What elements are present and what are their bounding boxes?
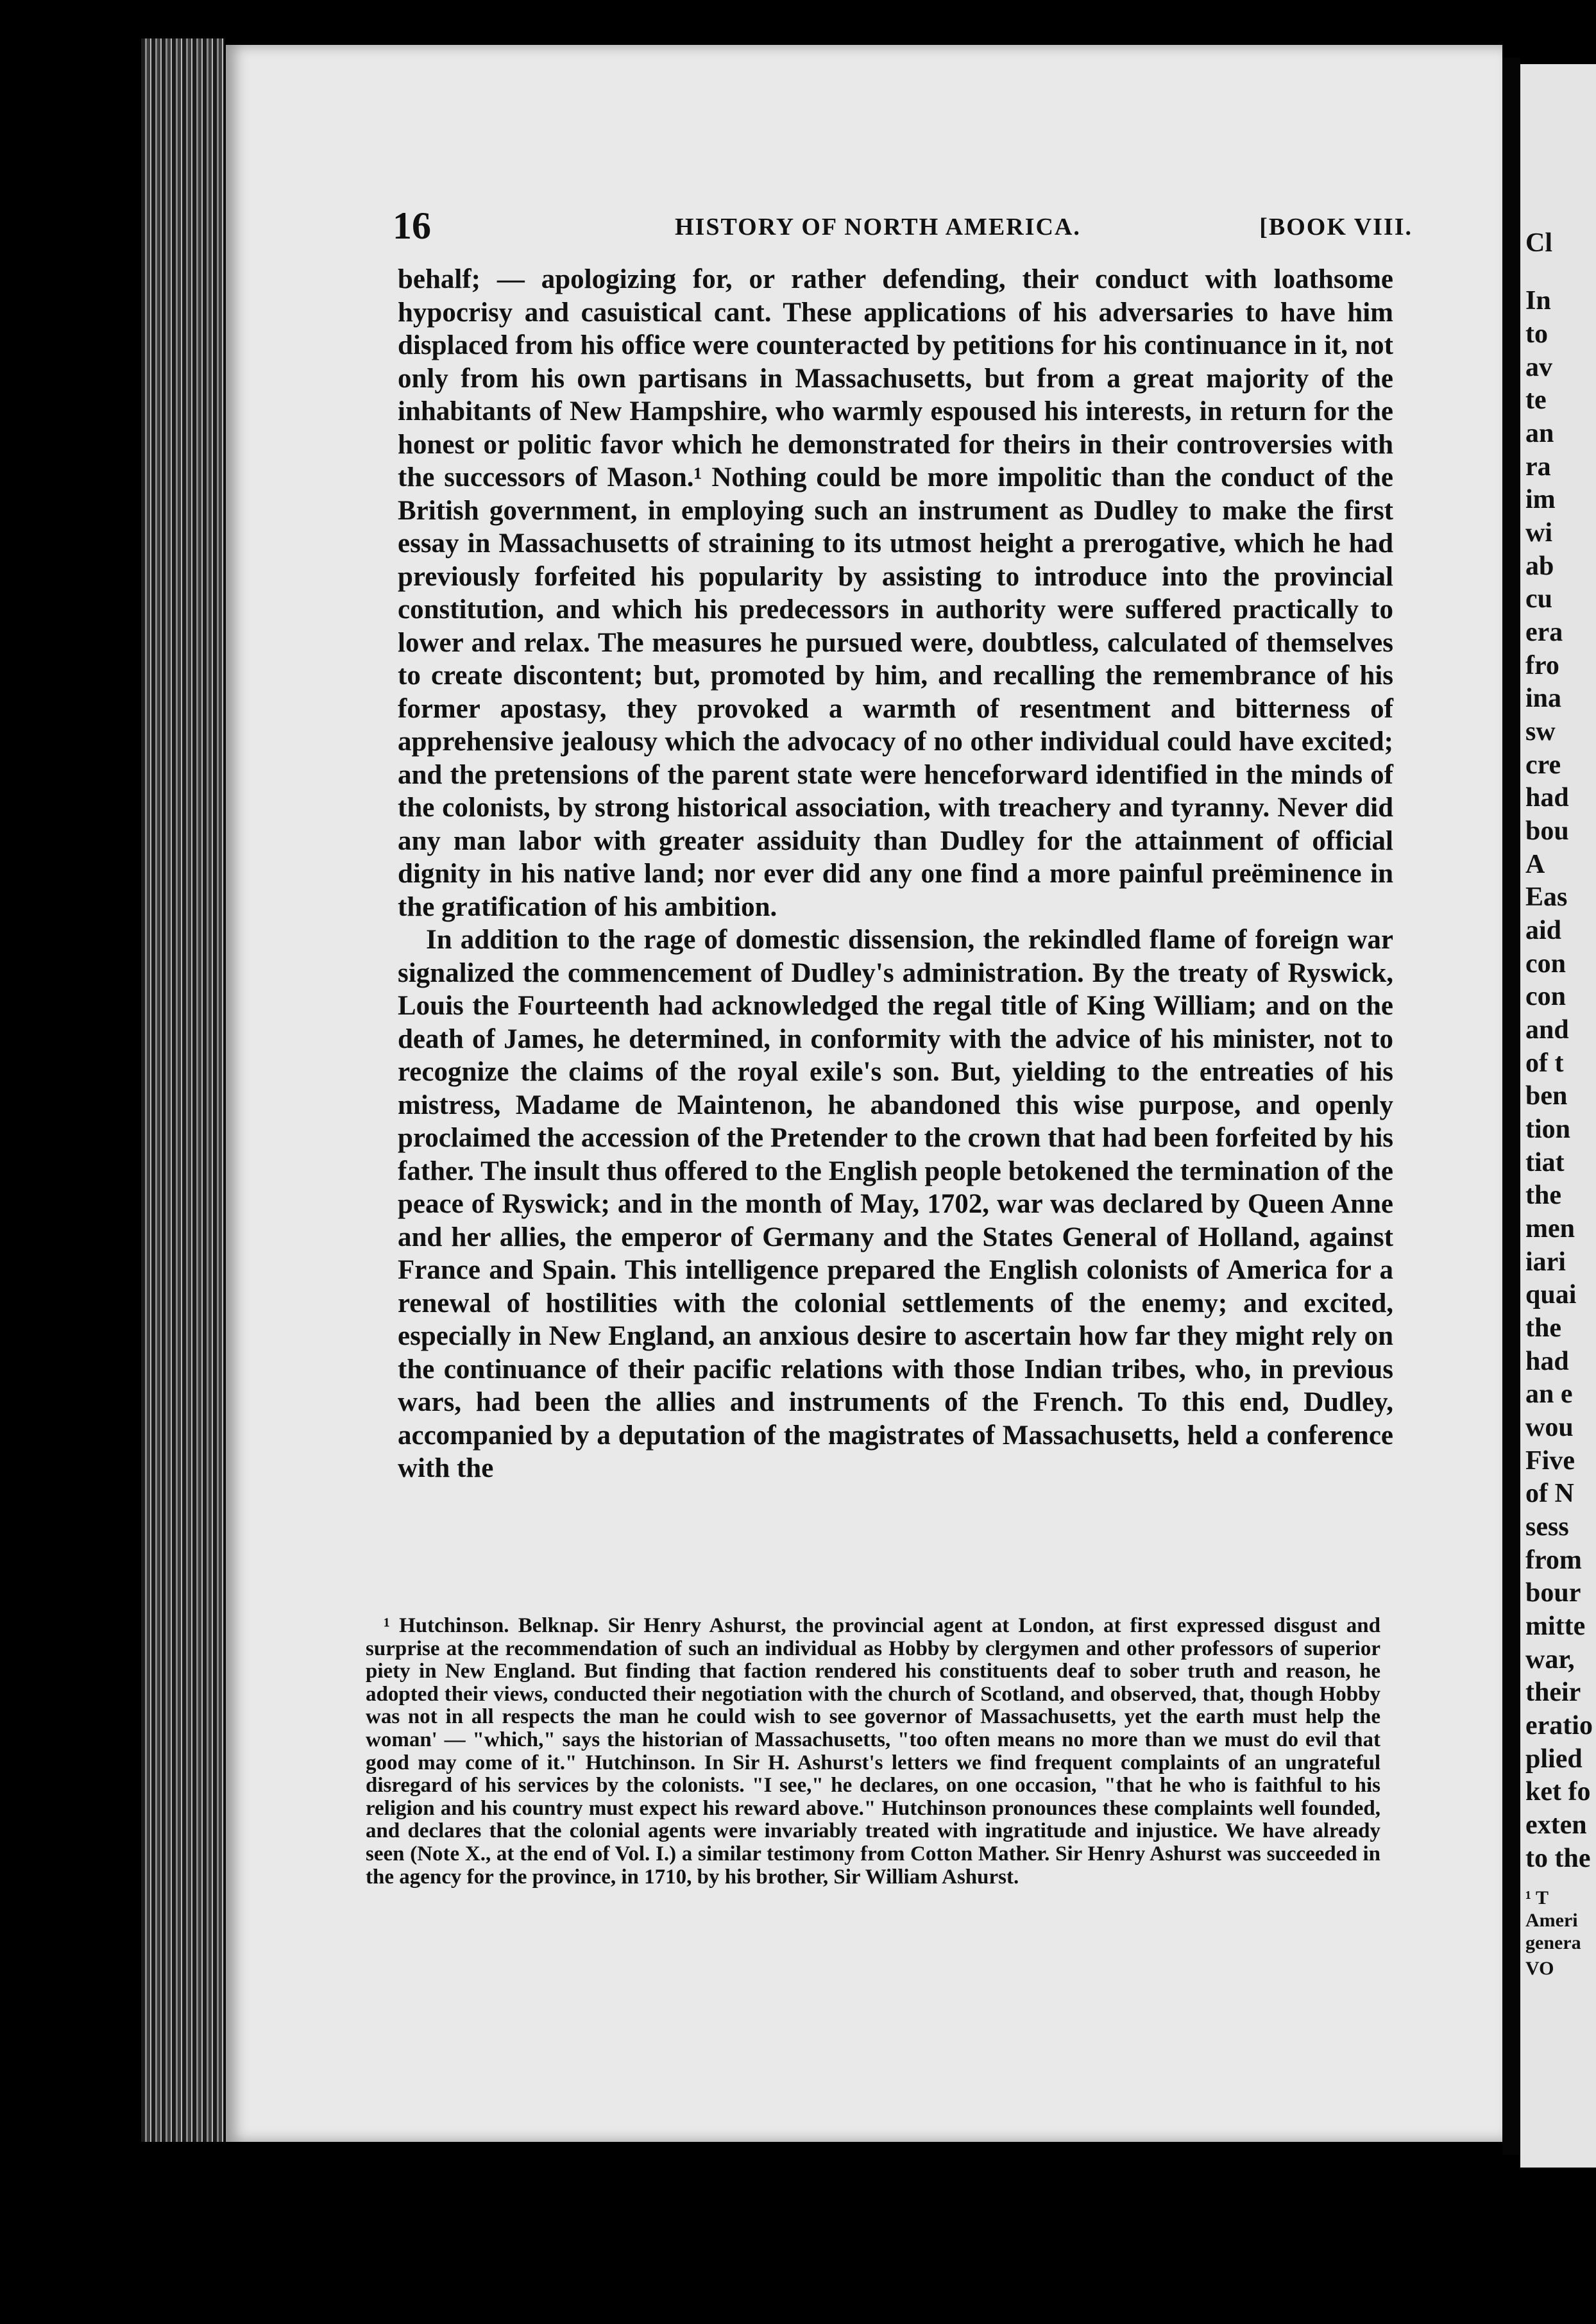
- paragraph: In addition to the rage of domestic dissension, the rekindled flame of foreign war signalized the commencement of Dudley's administration. By the treaty of Ryswick, Louis the Fourteenth had acknowledged the regal title of King William; and on the death of James, he determined, in conformity with the advice of his minister, not to recognize the claims of the royal exile's son. But, yielding to the entreaties of his mistress, Madame de Maintenon, he abandoned this wise purpose, and openly proclaimed the accession of the Pretender to the crown that had been forfeited by his father. The insult thus offered to the English people betokened the termination of the peace of Ryswick; and in the month of May, 1702, war was declared by Queen Anne and her allies, the emperor of Germany and the States General of Holland, against France and Spain. This intelligence prepared the English colonists of America for a renewal of hostilities with the colonial settlements of the enemy; and excited, especially in New England, an anxious desire to ascertain how far they might rely on the continuance of their pacific relations with those Indian tribes, who, in previous wars, had been the allies and instruments of the French. To this end, Dudley, accompanied by a deputation of the magistrates of Massachusetts, held a conference with the: [398, 925, 1393, 1483]
- facing-page-fragment: from: [1525, 1545, 1582, 1575]
- paragraph: behalf; — apologizing for, or rather defending, their conduct with loathsome hypocrisy and casuistical cant. These applications of his adversaries to have him displaced from his office were counteracted by petitions for his continuance in it, not only from his own partisans in Massachusetts, but from a great majority of the inhabitants of New Hampshire, who warmly espoused his interests, in return for the honest or politic favor which he demonstrated for theirs in their controversies with the successors of Mason.¹ Nothing could be more impolitic than the conduct of the British government, in employing such an instrument as Dudley to make the first essay in Massachusetts of straining to its utmost height a prerogative, which he had previously forfeited his popularity by assisting to introduce into the provincial constitution, and which his predecessors in authority were suffered practically to lower and relax. The measures he pursued were, doubtless, calculated of themselves to create discontent; but, promoted by him, and recalling the remembrance of his former apostasy, they provoked a warmth of resentment and bitterness of apprehensive jealousy which the advocacy of no other individual could have excited; and the pretensions of the parent state were henceforward identified in the minds of the colonists, by strong historical association, with treachery and tyranny. Never did any man labor with greater assiduity than Dudley for the attainment of official dignity in his native land; nor ever did any one find a more painful preëminence in the gratification of his ambition.: [398, 264, 1393, 922]
- facing-page-fragment: ¹ T: [1525, 1887, 1549, 1908]
- facing-page-fragment: the: [1525, 1313, 1561, 1343]
- facing-page-fragment: con: [1525, 949, 1566, 979]
- facing-page-fragment: In: [1525, 286, 1551, 316]
- facing-page-fragment: to: [1525, 319, 1548, 349]
- facing-page-fragment: cre: [1525, 750, 1561, 780]
- facing-page-fragment: men: [1525, 1214, 1575, 1243]
- facing-page-fragment: had: [1525, 1347, 1569, 1376]
- facing-page-fragment: wou: [1525, 1413, 1574, 1442]
- page-number: 16: [393, 205, 431, 247]
- main-text: [398, 263, 1393, 1485]
- facing-page-fragment: sw: [1525, 717, 1556, 746]
- facing-page-fragment: Five: [1525, 1446, 1575, 1476]
- facing-page-fragment: ben: [1525, 1081, 1568, 1111]
- facing-page-fragment: ab: [1525, 552, 1554, 581]
- page-edges: [141, 38, 225, 2142]
- facing-page-fragment: and: [1525, 1015, 1569, 1045]
- facing-page-fragment: ket fo: [1525, 1777, 1591, 1806]
- facing-page-fragment: had: [1525, 783, 1569, 813]
- facing-page-fragment: sess: [1525, 1512, 1569, 1542]
- facing-page-fragment: of t: [1525, 1048, 1564, 1078]
- facing-page-fragment: Ameri: [1525, 1910, 1578, 1931]
- facing-page-fragment: tion: [1525, 1115, 1571, 1144]
- facing-page-fragment: era: [1525, 618, 1563, 647]
- facing-page-fragment: ra: [1525, 452, 1551, 482]
- facing-page-fragment: fro: [1525, 651, 1559, 680]
- footnotes: [366, 1615, 1380, 1889]
- facing-page-fragment: con: [1525, 982, 1566, 1011]
- running-title: HISTORY OF NORTH AMERICA.: [675, 214, 1081, 240]
- facing-page-fragment: Eas: [1525, 882, 1568, 912]
- facing-page-fragment: an e: [1525, 1379, 1573, 1409]
- facing-page-fragment: VO: [1525, 1958, 1554, 1979]
- facing-page-fragment: war,: [1525, 1645, 1575, 1674]
- facing-page-fragment: plied: [1525, 1744, 1583, 1774]
- facing-page-fragment: ina: [1525, 684, 1562, 713]
- facing-page-fragment: an: [1525, 419, 1554, 448]
- facing-page-fragment: of N: [1525, 1479, 1574, 1508]
- facing-page-fragment: quai: [1525, 1280, 1577, 1309]
- facing-page-fragment: eratio: [1525, 1711, 1593, 1740]
- facing-page-fragment: iari: [1525, 1247, 1566, 1277]
- facing-page-fragment: Cl: [1525, 228, 1552, 258]
- facing-page-fragment: mitte: [1525, 1612, 1586, 1641]
- running-header: [393, 204, 1413, 247]
- facing-page-fragment: bou: [1525, 816, 1569, 846]
- facing-page-fragment: to the: [1525, 1844, 1591, 1873]
- gutter: [1502, 58, 1520, 2155]
- book-label: [BOOK VIII.: [1259, 214, 1413, 240]
- footnote: ¹ Hutchinson. Belknap. Sir Henry Ashurst, the provincial agent at London, at first expressed disgust and surprise at the recommendation of such an individual as Hobby by clergymen and other professors of superior piety in New England. But finding that faction rendered his constituents deaf to sober truth and reason, he adopted their views, conducted their negotiation with the church of Scotland, and observed, that, though Hobby was not in all respects the man he could wish to see governor of Massachusetts, yet the earth must help the woman' — "which," says the historian of Massachusetts, "too often means no more than we must do evil that good may come of it." Hutchinson. In Sir H. Ashurst's letters we find frequent complaints of an ungrateful disregard of his services by the colonists. "I see," he declares, on one occasion, "that he who is faithful to his religion and his country must expect his reward above." Hutchinson pronounces these complaints well founded, and declares that the colonial agents were invariably treated with ingratitude and injustice. We have already seen (Note X., at the end of Vol. I.) a similar testimony from Cotton Mather. Sir Henry Ashurst was succeeded in the agency for the province, in 1710, by his brother, Sir William Ashurst.: [366, 1614, 1380, 1889]
- facing-page-fragment: cu: [1525, 584, 1552, 614]
- facing-page-fragment: aid: [1525, 916, 1562, 945]
- facing-page-fragment: bour: [1525, 1578, 1581, 1608]
- facing-page-fragment: wi: [1525, 518, 1552, 548]
- facing-page-fragment: A: [1525, 850, 1545, 879]
- facing-page-fragment: av: [1525, 353, 1552, 382]
- facing-page-fragment: their: [1525, 1678, 1581, 1707]
- facing-page: [1520, 64, 1596, 2168]
- facing-page-fragment: genera: [1525, 1932, 1581, 1953]
- facing-page-fragment: the: [1525, 1181, 1561, 1210]
- facing-page-fragment: im: [1525, 485, 1556, 514]
- facing-page-fragment: exten: [1525, 1810, 1587, 1840]
- facing-page-fragment: tiat: [1525, 1148, 1565, 1177]
- facing-page-fragment: te: [1525, 385, 1547, 415]
